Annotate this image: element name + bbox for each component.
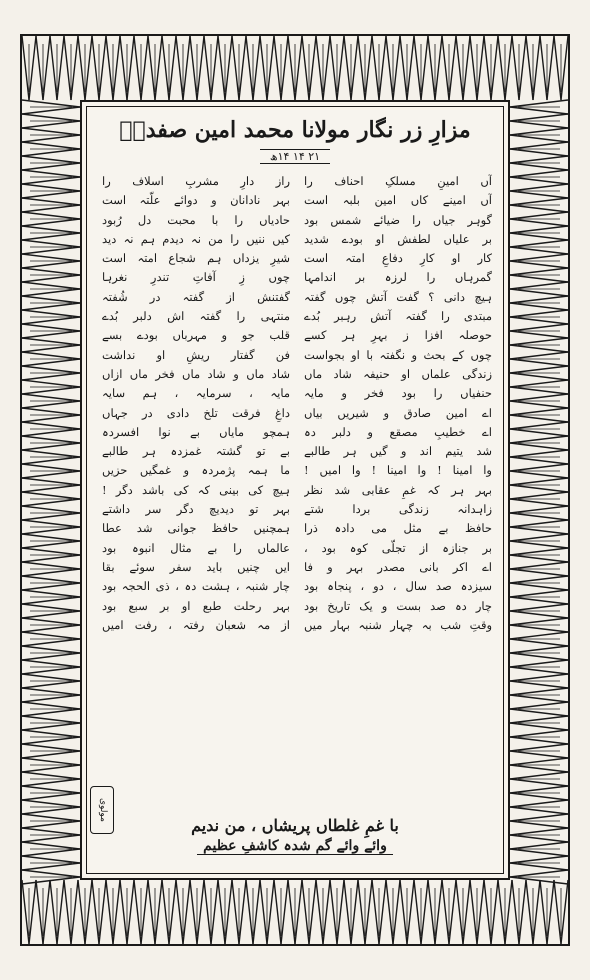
verse-line: بر علیاں لطفش او بودے شدید [304, 231, 492, 246]
verse-line: چار شنبہ ، ہشت دہ ، ذی الحجہ بود [102, 579, 290, 594]
footer-line-2-text: وائے وائے گم شدہ کاشفِ عظیم [197, 838, 393, 855]
verse-line: ایں چنیں باید سفر سوئے بقا [102, 559, 290, 574]
verse-line: راز دارِ مشربِ اسلاف را [102, 174, 290, 188]
verse-line: مایہ ، سرمایہ ، ہم سایہ [102, 386, 290, 401]
date-label: ۲۱ ۱۴ ۱۴ھ [260, 149, 330, 164]
verse-line: شیرِ یزداں ہم شجاع امتہ است [102, 251, 290, 266]
verse-line: بہر رحلت طبع او بر سبع بود [102, 598, 290, 613]
verse-line: عالماں را بے مثال انبوہ بود [102, 540, 290, 555]
verse-line: گمرہاں را لرزہ بر اندامہا [304, 270, 492, 285]
left-verse-column [102, 172, 290, 635]
verse-line: چار دہ صد بست و یک تاریخ بود [304, 598, 492, 613]
verse-line: چوں کے بحث و نگفتہ با او بجواست [304, 347, 492, 362]
verse-line: زندگی علماں او حنیفہ شاد ماں [304, 366, 492, 381]
right-verse-column [304, 172, 492, 635]
footer-line-2 [96, 838, 494, 854]
verse-line: حافظ بے مثل می دادہ ذرا [304, 521, 492, 536]
verse-line: ہیچ دانی ؟ گفت آتش چوں گفتہ [304, 289, 492, 304]
verse-line: حوصلہ افزا ز بہرِ ہر کسے [304, 328, 492, 343]
verse-line: کیں ننیں را من نہ دیدم ہم نہ دید [102, 231, 290, 246]
verse-line: بہر نادانان و دوائے علّتہ است [102, 193, 290, 208]
footer-line-1: با غمِ غلطاں پریشاں ، من ندیم [191, 816, 399, 835]
page-subtitle [96, 150, 494, 163]
verse-line: گوہر جیاں را ضیائے شمس بود [304, 212, 492, 227]
verse-line: مبتدی را گفتہ آتش رہبر بُدے [304, 309, 492, 324]
verse-line: ہیچ کی بینی کہ کی باشد دگر ! [102, 482, 290, 497]
verse-line: اے امین صادق و شیریں بیاں [304, 405, 492, 420]
page-title: مزارِ زر نگار مولانا محمد امین صفدرؒ [119, 117, 471, 143]
verse-line: داغِ فرقت تلخ دادی در جہاں [102, 405, 290, 420]
verse-line: بے تو گشتہ غمزدہ ہر طالبے [102, 444, 290, 459]
verse-line: حنفیاں را بود فخر و مایہ [304, 386, 492, 401]
verse-line: اے خطیبِ مصقع و دلبر دہ [304, 424, 492, 439]
verse-line: بہر تو دیدیچ دگر سر داشتے [102, 502, 290, 517]
verse-line: گفتنش از گفتہ در شُفتہ [102, 289, 290, 304]
verse-line: بہر ہر کہ غمِ عقابی شد نظر [304, 482, 492, 497]
verse-line: از مہ شعبان رفتہ ، رفت امیں [102, 617, 290, 632]
verse-line: اے اکر بانی مصدر بہر و فا [304, 559, 492, 574]
verse-line: سیزدہ صد سال ، دو ، پنجاہ بود [304, 579, 492, 594]
verse-line: آں امینے کاں امین بلبہ است [304, 193, 492, 208]
verse-line: منتہی را گفتہ اش دلبر بُدے [102, 309, 290, 324]
verse-line: فن گفتار ریشِ او نداشت [102, 347, 290, 362]
verse-line: قلب جو و مہرباں بودے بسے [102, 328, 290, 343]
verse-line: شاد ماں و شاد ماں فخر ماں ازاں [102, 366, 290, 381]
verse-line: کار او کارِ دفاعِ امتہ است [304, 251, 492, 266]
verse-line: وا امینا ! وا امینا ! وا امیں ! [304, 463, 492, 478]
verse-line: زاہدانہ زندگی بردا شتے [304, 502, 492, 517]
verse-line: شد یتیم اند و گیں ہر طالبے [304, 444, 492, 459]
verse-line: ہمچو مایاں بے نوا افسردہ [102, 424, 290, 439]
verse-line: وقتِ شب بہ چہار شنبہ بہار میں [304, 617, 492, 632]
verse-line: ہمچنیں حافظ جوانی شد عطا [102, 521, 290, 536]
verse-line: حادیاں را با محبت دل رُبود [102, 212, 290, 227]
side-stamp: مولوی [90, 786, 114, 834]
verse-line: آں امینِ مسلکِ احناف را [304, 174, 492, 188]
verse-line: بر جنازہ از تجلّی کوہ بود ، [304, 540, 492, 555]
verse-line: چوں زِ آفاتِ تندرِ نغرہا [102, 270, 290, 285]
verse-line: ما ہمہ پژمردہ و غمگیں حزیں [102, 463, 290, 478]
